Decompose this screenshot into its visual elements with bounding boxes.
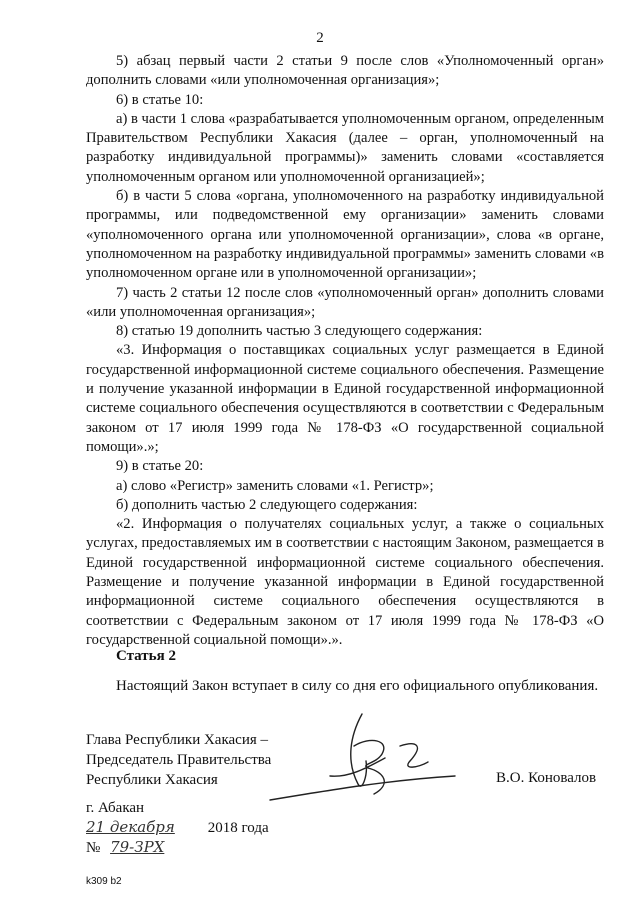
article-2-text: Настоящий Закон вступает в силу со дня его официального опубликования.: [116, 678, 599, 694]
paragraph-item-6: 6) в статье 10:: [116, 91, 204, 108]
signatory-title: [86, 730, 271, 790]
handwritten-date: 21 декабря: [86, 818, 175, 836]
signing-date: [86, 818, 269, 837]
number-sign: №: [86, 840, 101, 856]
law-number: [86, 838, 180, 857]
paragraph-quote-3: «3. Информация о поставщиках социальных услуг размещается в Единой государственной информационной системе социального обеспечения. Размещение и получение указанной информации в Единой государственной информационной системе социального обеспечения осуществляются в соответствии с Федеральным законом от 17 июля 1999 года № 178-ФЗ «О государственной социальной помощи».»;: [86, 342, 604, 455]
paragraph-item-9a: а) слово «Регистр» заменить словами «1. Регистр»;: [116, 477, 434, 494]
page-number: 2: [316, 30, 324, 46]
paragraph-item-9b: б) дополнить частью 2 следующего содержания:: [116, 496, 418, 513]
handwritten-number: 79-ЗРХ: [110, 838, 165, 856]
paragraph-item-7: 7) часть 2 статьи 12 после слов «уполномоченный орган» дополнить словами «или уполномоченная организация»;: [86, 284, 604, 320]
signatory-title-line-2: Председатель Правительства: [86, 752, 272, 768]
handwritten-signature-icon: [250, 706, 500, 816]
place-of-signing: г. Абакан: [86, 800, 145, 816]
article-2-heading: Статья 2: [116, 648, 176, 664]
paragraph-item-6a: а) в части 1 слова «разрабатывается уполномоченным органом, определенным Правительством Республики Хакасия (далее – орган, уполномоченный на разработку индивидуальной программы)» заменить словами «составляется уполномоченным органом или уполномоченной организацией»;: [86, 110, 604, 185]
paragraph-item-8: 8) статью 19 дополнить частью 3 следующего содержания:: [116, 323, 483, 340]
signatory-title-line-1: Глава Республики Хакасия –: [86, 732, 269, 748]
paragraph-item-6b: б) в части 5 слова «органа, уполномоченного на разработку индивидуальной программы, или подведомственной ему организации» заменить словами «уполномоченного органа или уполномоченной организации», слова «в органе, уполномоченном на разработку индивидуальной программы» заменить словами «в уполномоченном органе или в уполномоченной организации»;: [86, 188, 604, 282]
amendments-text: [86, 52, 604, 650]
paragraph-quote-2: «2. Информация о получателях социальных услуг, а также о социальных услугах, предоставляемых им в соответствии с настоящим Законом, размещается в Единой государственной информационной системе социального обеспечения. Размещение и получение указанной информации в Единой государственной информационной системе социального обеспечения осуществляются в соответствии с Федеральным законом от 17 июля 1999 года № 178-ФЗ «О государственной социальной помощи».».: [86, 516, 604, 648]
paragraph-item-5: 5) абзац первый части 2 статьи 9 после слов «Уполномоченный орган» дополнить словами «или уполномоченная организация»;: [86, 53, 604, 89]
paragraph-item-9: 9) в статье 20:: [116, 458, 204, 475]
printed-year: 2018 года: [207, 820, 269, 836]
signatory-name: В.О. Коновалов: [496, 770, 597, 786]
signatory-title-line-3: Республики Хакасия: [86, 772, 218, 788]
document-code: k309 b2: [86, 876, 122, 887]
